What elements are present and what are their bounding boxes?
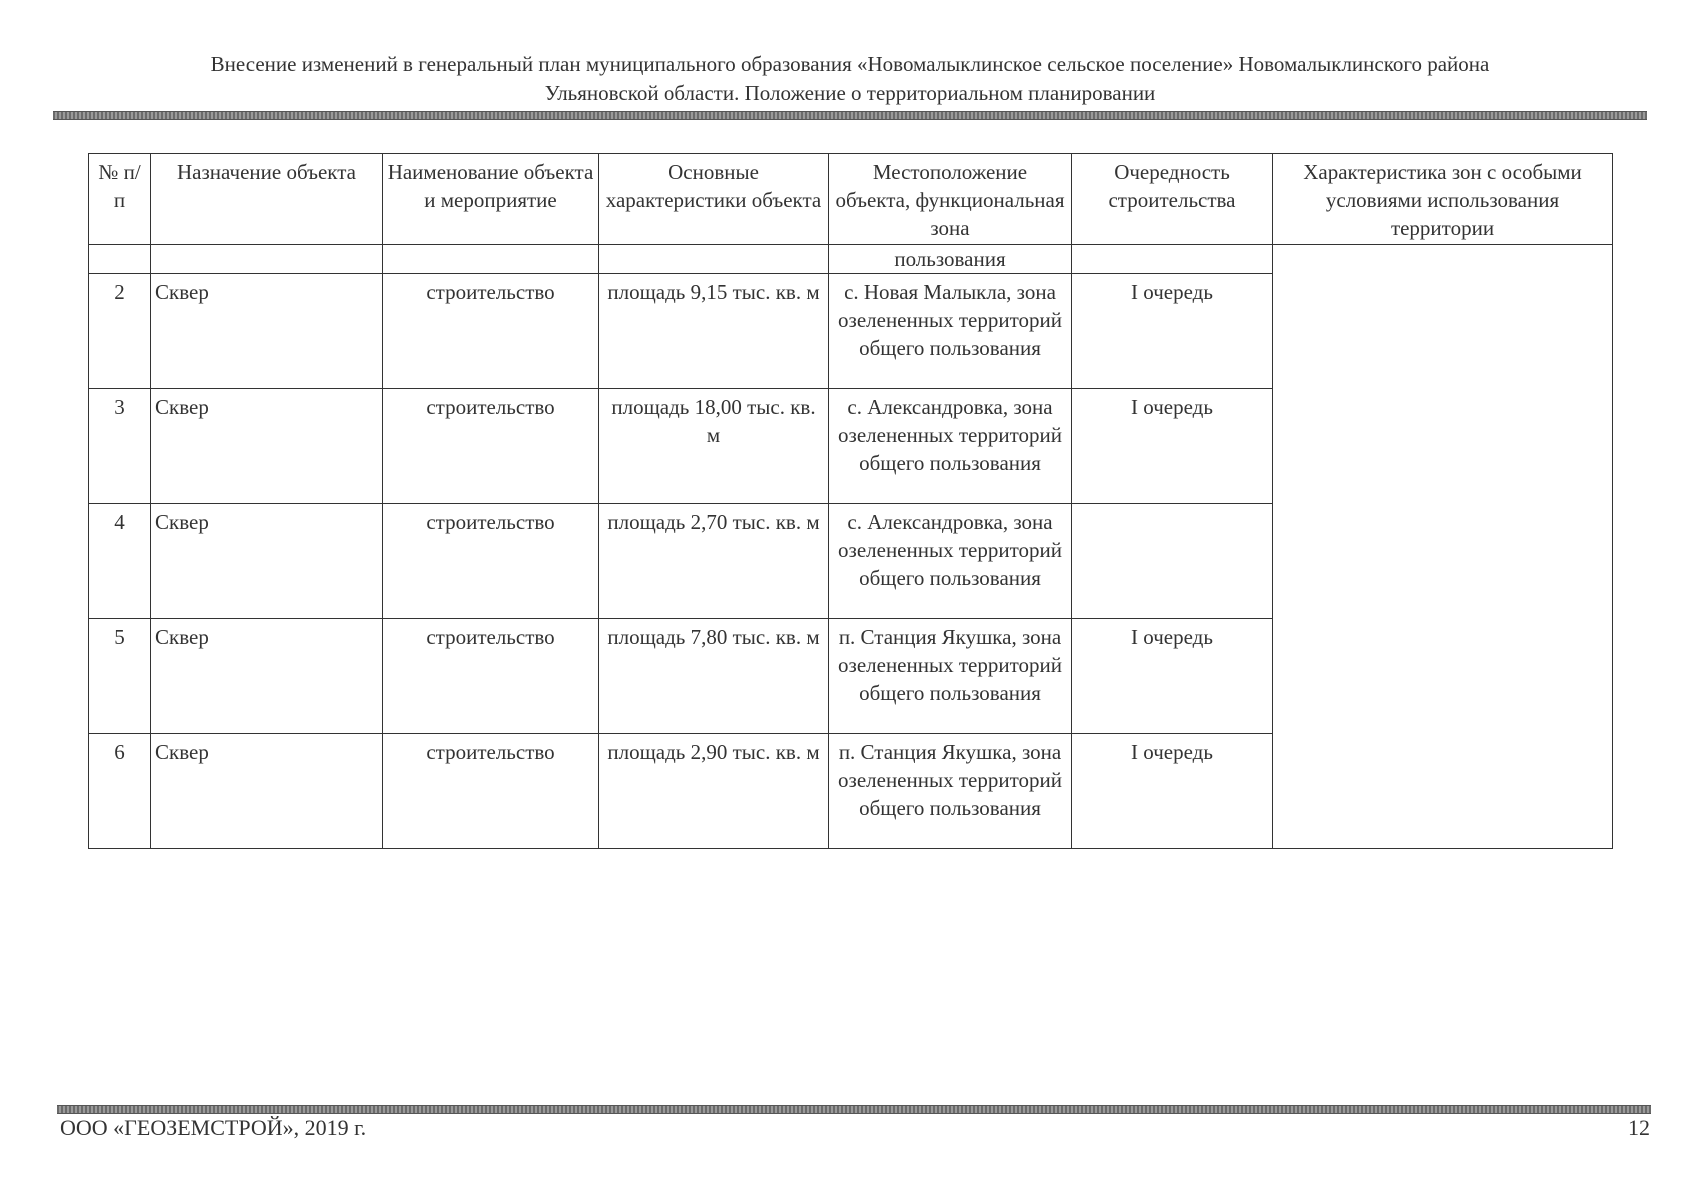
cell-specs: площадь 18,00 тыс. кв. м xyxy=(599,389,829,504)
cell-specs: площадь 9,15 тыс. кв. м xyxy=(599,274,829,389)
cell-order xyxy=(1072,504,1273,619)
header-purpose: Назначение объекта xyxy=(151,154,383,245)
cell-location: с. Новая Малыкла, зона озелененных территорий общего пользования xyxy=(829,274,1072,389)
footer-rule xyxy=(57,1105,1651,1114)
cell-order: I очередь xyxy=(1072,389,1273,504)
cell-location: п. Станция Якушка, зона озелененных территорий общего пользования xyxy=(829,734,1072,849)
cell-num: 6 xyxy=(89,734,151,849)
header-order: Очередность строительства xyxy=(1072,154,1273,245)
cell-location: с. Александровка, зона озелененных территорий общего пользования xyxy=(829,504,1072,619)
cell-action: строительство xyxy=(383,274,599,389)
header-line-1: Внесение изменений в генеральный план муниципального образования «Новомалыклинское сельское поселение» Новомалыклинского района xyxy=(210,52,1490,76)
header-line-2: Ульяновской области. Положение о территориальном планировании xyxy=(544,81,1156,105)
cell-action: строительство xyxy=(383,734,599,849)
table-header-row xyxy=(89,154,1613,245)
cell-purpose: Сквер xyxy=(151,389,383,504)
document-header xyxy=(55,50,1645,108)
cell-action: строительство xyxy=(383,504,599,619)
cell-purpose: Сквер xyxy=(151,274,383,389)
cell-purpose: Сквер xyxy=(151,619,383,734)
cell-location: с. Александровка, зона озелененных территорий общего пользования xyxy=(829,389,1072,504)
header-rule xyxy=(53,111,1647,120)
cell-action: строительство xyxy=(383,389,599,504)
header-specs: Основные характеристики объекта xyxy=(599,154,829,245)
cell-specs: площадь 2,70 тыс. кв. м xyxy=(599,504,829,619)
cell-specs: площадь 7,80 тыс. кв. м xyxy=(599,619,829,734)
objects-table xyxy=(88,153,1613,849)
cell-specs: площадь 2,90 тыс. кв. м xyxy=(599,734,829,849)
page-number: 12 xyxy=(1628,1115,1650,1140)
cell-num: 4 xyxy=(89,504,151,619)
cell-purpose: Сквер xyxy=(151,734,383,849)
footer-company: ООО «ГЕОЗЕМСТРОЙ», 2019 г. xyxy=(60,1115,367,1140)
header-zones: Характеристика зон с особыми условиями использования территории xyxy=(1273,154,1613,245)
continuation-cell: пользования xyxy=(829,245,1072,274)
cell-num: 5 xyxy=(89,619,151,734)
cell-num: 2 xyxy=(89,274,151,389)
continuation-row xyxy=(89,245,1613,274)
cell-num: 3 xyxy=(89,389,151,504)
header-num: № п/п xyxy=(89,154,151,245)
cell-order: I очередь xyxy=(1072,619,1273,734)
header-name: Наименование объекта и мероприятие xyxy=(383,154,599,245)
cell-purpose: Сквер xyxy=(151,504,383,619)
cell-order: I очередь xyxy=(1072,734,1273,849)
cell-action: строительство xyxy=(383,619,599,734)
zones-cell xyxy=(1273,245,1613,849)
cell-location: п. Станция Якушка, зона озелененных территорий общего пользования xyxy=(829,619,1072,734)
cell-order: I очередь xyxy=(1072,274,1273,389)
header-location: Местоположение объекта, функциональная зона xyxy=(829,154,1072,245)
